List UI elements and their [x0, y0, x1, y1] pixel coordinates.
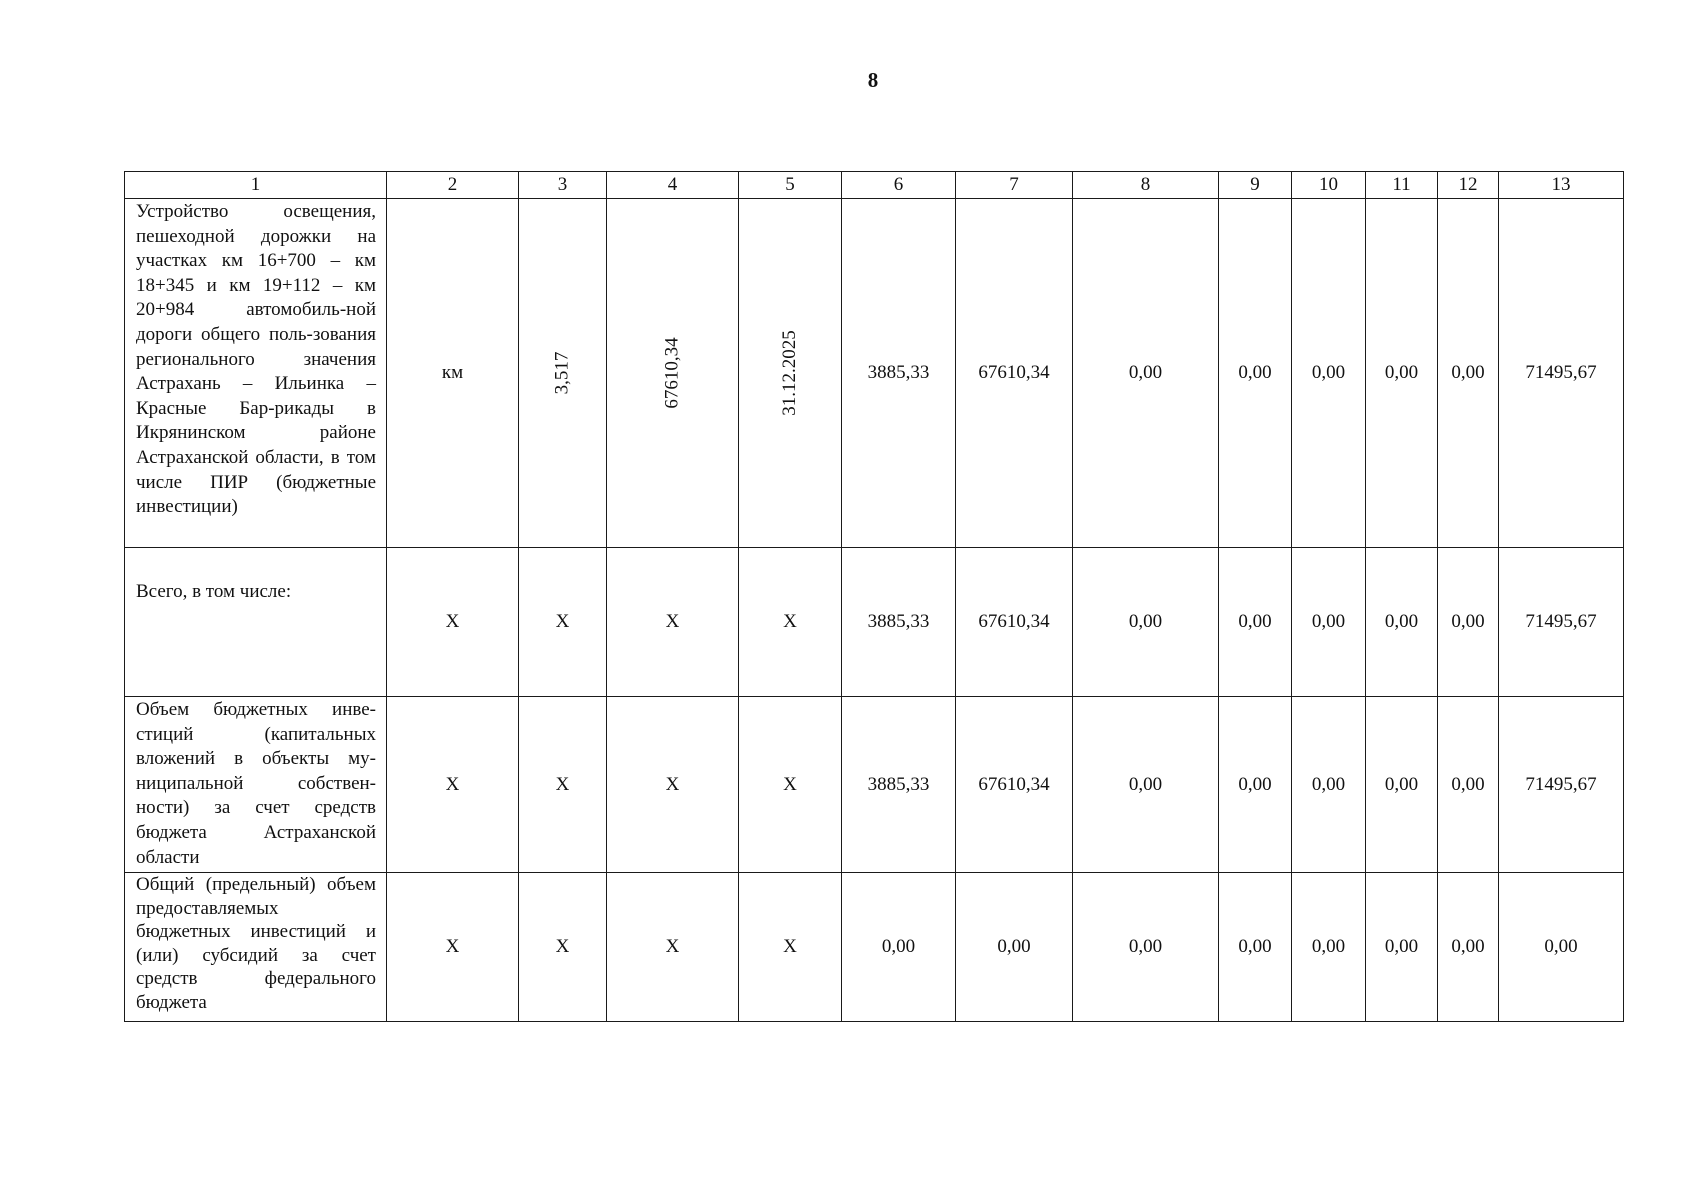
object-name: Устройство освещения, пешеходной дорожки на участках км 16+700 – км 18+345 и км 19+112 – км 20+984 автомобиль-ной дороги общего поль-зования регионального значения Астрахань – Ильинка – Красные Бар-рикады в Икрянинском районе Астраханской области, в том числе ПИР (бюджетные инвестиции): [125, 199, 387, 548]
total-cell: 71495,67: [1499, 199, 1624, 548]
amount-cell: 67610,34: [956, 697, 1073, 873]
amount-cell: 3885,33: [842, 548, 956, 697]
column-number: 1: [125, 172, 387, 199]
estimated-cost-cell: Х: [607, 873, 739, 1022]
amount-cell: 0,00: [1438, 199, 1499, 548]
column-number: 6: [842, 172, 956, 199]
amount-cell: 0,00: [1219, 697, 1292, 873]
completion-date-cell: Х: [739, 873, 842, 1022]
total-cell: 71495,67: [1499, 697, 1624, 873]
amount-cell: 0,00: [1366, 873, 1438, 1022]
unit-of-measure: км: [387, 199, 519, 548]
capacity-cell: Х: [519, 548, 607, 697]
estimated-cost-cell: Х: [607, 697, 739, 873]
table-row: [125, 548, 1624, 697]
amount-cell: 0,00: [1438, 548, 1499, 697]
column-number: 9: [1219, 172, 1292, 199]
capacity-value: 3,517: [551, 351, 573, 395]
object-name: Объем бюджетных инве-стиций (капитальных вложений в объекты му-ниципальной собствен-ности) за счет средств бюджета Астраханской области: [125, 697, 387, 873]
capacity-cell: [519, 199, 607, 548]
completion-date-value: 31.12.2025: [779, 330, 800, 416]
unit-of-measure: Х: [387, 697, 519, 873]
amount-cell: 0,00: [1438, 697, 1499, 873]
amount-cell: 3885,33: [842, 199, 956, 548]
amount-cell: 0,00: [956, 873, 1073, 1022]
column-number: 12: [1438, 172, 1499, 199]
table-row: [125, 697, 1624, 873]
amount-cell: 0,00: [842, 873, 956, 1022]
amount-cell: 0,00: [1073, 697, 1219, 873]
amount-cell: 0,00: [1292, 873, 1366, 1022]
column-number: 11: [1366, 172, 1438, 199]
amount-cell: 0,00: [1366, 548, 1438, 697]
column-number: 10: [1292, 172, 1366, 199]
total-cell: 71495,67: [1499, 548, 1624, 697]
column-number: 7: [956, 172, 1073, 199]
estimated-cost-cell: Х: [607, 548, 739, 697]
amount-cell: 67610,34: [956, 199, 1073, 548]
column-number: 2: [387, 172, 519, 199]
object-name: Общий (предельный) объем предоставляемых бюджетных инвестиций и (или) субсидий за счет средств федерального бюджета: [125, 873, 387, 1022]
column-number: 5: [739, 172, 842, 199]
amount-cell: 67610,34: [956, 548, 1073, 697]
column-numbers-row: [125, 172, 1624, 199]
object-name: Всего, в том числе:: [125, 548, 387, 697]
completion-date-cell: Х: [739, 697, 842, 873]
budget-investment-table: [124, 171, 1624, 1022]
completion-date-cell: [739, 199, 842, 548]
estimated-cost-cell: [607, 199, 739, 548]
completion-date-cell: Х: [739, 548, 842, 697]
amount-cell: 0,00: [1292, 548, 1366, 697]
unit-of-measure: Х: [387, 873, 519, 1022]
amount-cell: 0,00: [1073, 199, 1219, 548]
capacity-cell: Х: [519, 697, 607, 873]
total-cell: 0,00: [1499, 873, 1624, 1022]
page-number: 8: [867, 68, 879, 92]
amount-cell: 0,00: [1292, 199, 1366, 548]
column-number: 8: [1073, 172, 1219, 199]
column-number: 13: [1499, 172, 1624, 199]
column-number: 3: [519, 172, 607, 199]
amount-cell: 0,00: [1438, 873, 1499, 1022]
amount-cell: 0,00: [1366, 697, 1438, 873]
capacity-cell: Х: [519, 873, 607, 1022]
table-row: [125, 199, 1624, 548]
column-number: 4: [607, 172, 739, 199]
amount-cell: 0,00: [1073, 873, 1219, 1022]
unit-of-measure: Х: [387, 548, 519, 697]
amount-cell: 0,00: [1219, 873, 1292, 1022]
table-row: [125, 873, 1624, 1022]
amount-cell: 0,00: [1073, 548, 1219, 697]
estimated-cost-value: 67610,34: [661, 337, 683, 409]
amount-cell: 0,00: [1292, 697, 1366, 873]
amount-cell: 3885,33: [842, 697, 956, 873]
amount-cell: 0,00: [1219, 199, 1292, 548]
amount-cell: 0,00: [1219, 548, 1292, 697]
amount-cell: 0,00: [1366, 199, 1438, 548]
